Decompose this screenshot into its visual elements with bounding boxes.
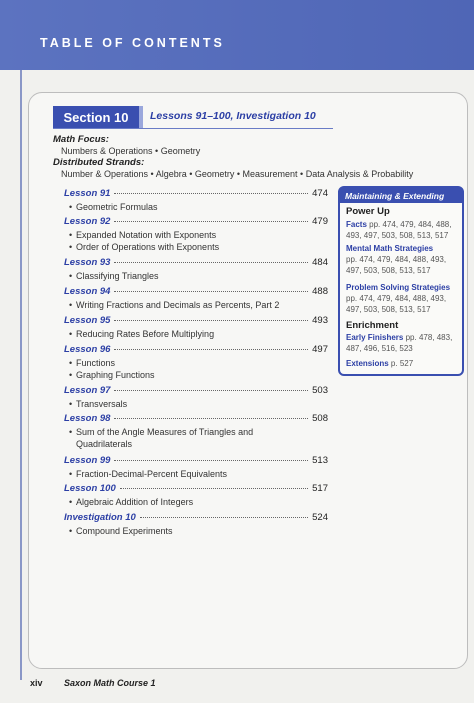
header-band [0,0,474,70]
mental-math-label: Mental Math Strategies [346,244,434,253]
topic-item: • Graphing Functions [76,369,316,381]
section-label: Section 10 [53,106,143,128]
leader-dots [120,488,308,489]
problem-solving-label: Problem Solving Strategies [346,283,451,292]
power-up-heading: Power Up [346,206,390,217]
lesson-page: 479 [312,216,328,227]
leader-dots [114,193,308,194]
maintaining-extending-box [338,186,464,376]
leader-dots [114,221,308,222]
topic-item: • Functions [76,357,316,369]
section-lessons: Lessons 91–100, Investigation 10 [150,110,316,122]
toc-entry[interactable] [64,512,328,523]
topic-item: • Classifying Triangles [76,270,316,282]
math-focus-text: Numbers & Operations • Geometry [61,146,201,156]
lesson-page: 503 [312,385,328,396]
lesson-name: Lesson 100 [64,483,116,494]
early-finishers-pages: pp. 478, 483, 487, 496, 516, 523 [346,333,453,353]
facts-label: Facts [346,220,367,229]
topic-item: • Reducing Rates Before Multiplying [76,328,316,340]
leader-dots [114,291,308,292]
topic-item: • Order of Operations with Exponents [76,241,316,253]
page-title: TABLE OF CONTENTS [40,36,225,50]
topic-item: • Compound Experiments [76,525,316,537]
extensions-entry [346,358,458,369]
toc-entry[interactable] [64,315,328,326]
lesson-name: Lesson 98 [64,413,111,424]
lesson-page: 497 [312,344,328,355]
book-title: Saxon Math Course 1 [64,678,156,688]
leader-dots [114,349,308,350]
lesson-page: 493 [312,315,328,326]
leader-dots [114,418,308,419]
math-focus-label: Math Focus: [53,134,109,145]
lesson-name: Lesson 93 [64,257,111,268]
lesson-name: Lesson 91 [64,188,111,199]
topic-item: • Sum of the Angle Measures of Triangles and Quadrilaterals [76,426,276,450]
toc-entry[interactable] [64,385,328,396]
leader-dots [114,262,308,263]
toc-entry[interactable] [64,413,328,424]
problem-solving-pages: pp. 474, 479, 484, 488, 493, 497, 503, 508, 513, 517 [346,294,447,314]
lesson-name: Lesson 95 [64,315,111,326]
lesson-name: Investigation 10 [64,512,136,523]
toc-entry[interactable] [64,188,328,199]
lesson-page: 508 [312,413,328,424]
lesson-name: Lesson 97 [64,385,111,396]
extensions-label: Extensions [346,359,389,368]
lesson-page: 488 [312,286,328,297]
lesson-page: 474 [312,188,328,199]
page-number: xiv [30,678,43,688]
leader-dots [114,390,308,391]
toc-entry[interactable] [64,344,328,355]
topic-item: • Expanded Notation with Exponents [76,229,316,241]
lesson-page: 484 [312,257,328,268]
enrichment-heading: Enrichment [346,320,399,331]
toc-entry[interactable] [64,455,328,466]
lesson-page: 513 [312,455,328,466]
leader-dots [114,320,308,321]
early-finishers-entry [346,332,458,354]
mental-math-pages: pp. 474, 479, 484, 488, 493, 497, 503, 508, 513, 517 [346,255,447,275]
problem-solving-entry [346,282,458,315]
lesson-name: Lesson 94 [64,286,111,297]
sidebar-title: Maintaining & Extending [340,188,462,203]
facts-entry [346,219,458,241]
topic-item: • Writing Fractions and Decimals as Percents, Part 2 [76,299,316,311]
toc-entry[interactable] [64,483,328,494]
extensions-pages: p. 527 [390,359,414,368]
distributed-text: Number & Operations • Algebra • Geometry • Measurement • Data Analysis & Probability [61,169,414,179]
topic-item: • Fraction-Decimal-Percent Equivalents [76,468,316,480]
early-finishers-label: Early Finishers [346,333,404,342]
lesson-name: Lesson 96 [64,344,111,355]
lesson-page: 524 [312,512,328,523]
left-rule [20,70,22,680]
section-underline [53,128,333,129]
leader-dots [114,460,308,461]
toc-entry[interactable] [64,216,328,227]
topic-item: • Transversals [76,398,316,410]
topic-item: • Geometric Formulas [76,201,316,213]
mental-math-entry [346,243,458,276]
topic-item: • Algebraic Addition of Integers [76,496,316,508]
leader-dots [140,517,308,518]
toc-entry[interactable] [64,286,328,297]
distributed-label: Distributed Strands: [53,157,145,168]
toc-entry[interactable] [64,257,328,268]
facts-pages: pp. 474, 479, 484, 488, 493, 497, 503, 508, 513, 517 [346,220,452,240]
lesson-page: 517 [312,483,328,494]
lesson-name: Lesson 99 [64,455,111,466]
lesson-name: Lesson 92 [64,216,111,227]
